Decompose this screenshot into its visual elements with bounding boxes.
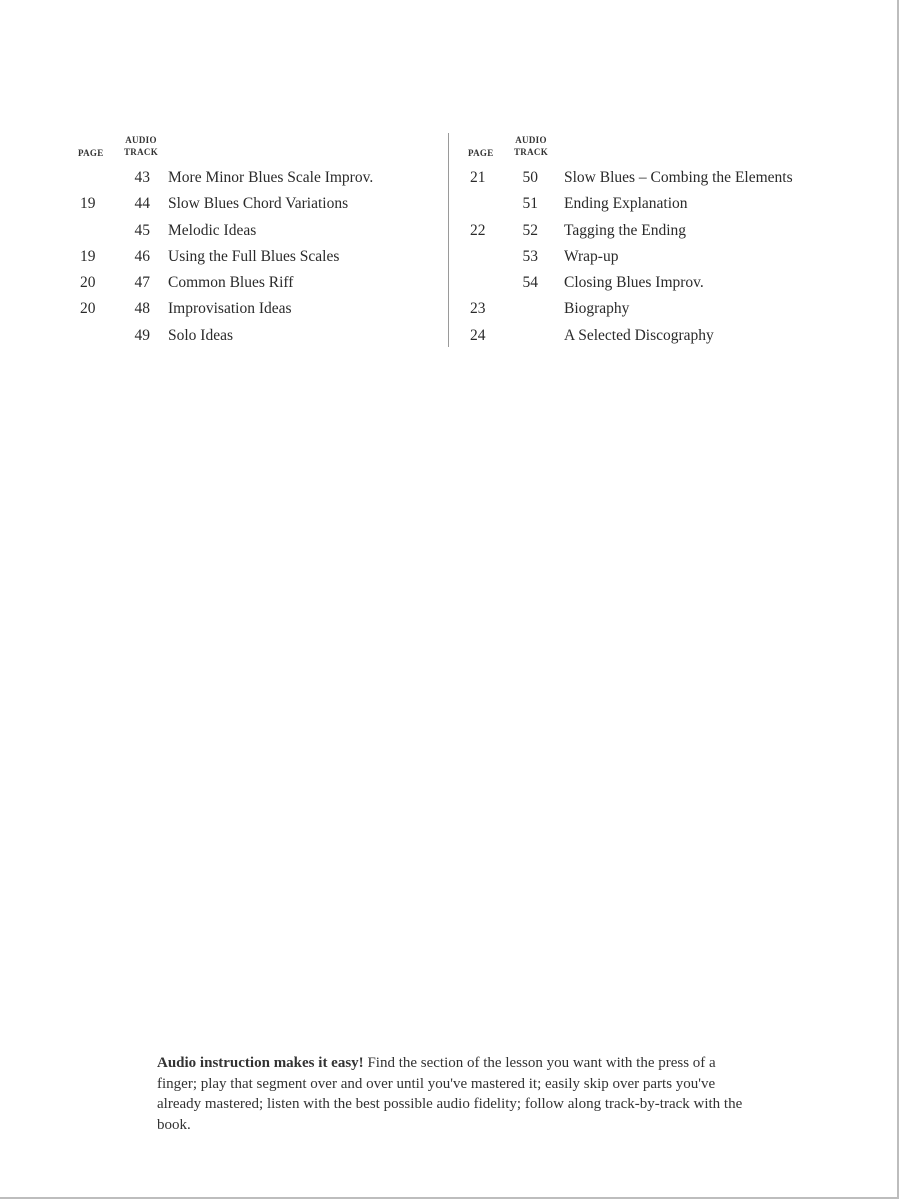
row-track: 47 [134, 274, 150, 292]
toc-row [78, 221, 438, 247]
audio-header-line2: TRACK [514, 147, 549, 157]
row-track: 48 [134, 300, 150, 318]
toc-left-header [78, 128, 438, 158]
row-page: 21 [470, 169, 486, 186]
row-track: 49 [134, 326, 150, 344]
toc-right-rows [468, 168, 848, 352]
audio-header-line1: AUDIO [125, 135, 157, 145]
note-lead: Audio instruction makes it easy! [157, 1055, 364, 1071]
toc-row [78, 326, 438, 352]
row-title: Tagging the Ending [564, 221, 687, 239]
row-page: 19 [80, 195, 96, 213]
toc-row [468, 221, 848, 247]
row-track: 44 [134, 195, 150, 213]
toc-row [78, 299, 438, 325]
toc-right-header [468, 128, 848, 158]
row-page: 19 [80, 247, 96, 265]
row-title: Melodic Ideas [168, 221, 257, 239]
row-title: Improvisation Ideas [168, 300, 292, 318]
row-track: 43 [134, 169, 150, 186]
row-track: 53 [522, 247, 538, 265]
row-track: 45 [134, 221, 150, 239]
row-title: Solo Ideas [168, 326, 234, 344]
row-page: 22 [470, 221, 486, 239]
row-track: 52 [522, 221, 538, 239]
toc-left-rows [78, 168, 438, 352]
toc-right-column [468, 128, 848, 352]
row-title: Common Blues Riff [168, 274, 294, 292]
row-title: Slow Blues – Combing the Elements [564, 169, 793, 186]
row-page: 23 [470, 300, 486, 318]
row-track: 50 [522, 169, 538, 186]
row-title: Slow Blues Chord Variations [168, 195, 349, 213]
row-page: 20 [80, 274, 96, 292]
toc-row [468, 299, 848, 325]
row-page: 24 [470, 326, 486, 344]
toc-row [78, 273, 438, 299]
toc-row [78, 247, 438, 273]
row-track: 51 [522, 195, 538, 213]
row-title: Wrap-up [564, 247, 619, 265]
note-body: Find the section of the lesson you want with the press of a finger; play that segment over and over until you've mastered it; easily skip over parts you've already mastered; listen with the best possible audio fidelity; follow along track-by-track with the book. [157, 1055, 743, 1133]
toc-row [468, 194, 848, 220]
toc-row [468, 247, 848, 273]
toc-row [468, 326, 848, 352]
row-title: Closing Blues Improv. [564, 274, 704, 292]
audio-instruction-note [157, 1053, 749, 1135]
row-page: 20 [80, 300, 96, 318]
toc-row [78, 194, 438, 220]
row-title: Using the Full Blues Scales [168, 247, 340, 265]
row-track: 46 [134, 247, 150, 265]
toc-row [468, 273, 848, 299]
audio-header-line2: TRACK [124, 147, 159, 157]
toc-row [78, 168, 438, 194]
audio-track-column-header [514, 134, 548, 158]
column-divider [448, 133, 449, 347]
row-title: A Selected Discography [564, 326, 714, 344]
audio-track-column-header [124, 134, 158, 158]
toc-left-column [78, 128, 438, 352]
page-column-header: PAGE [78, 148, 104, 158]
row-title: More Minor Blues Scale Improv. [168, 169, 374, 186]
row-title: Biography [564, 300, 630, 318]
row-title: Ending Explanation [564, 195, 688, 213]
toc-row [468, 168, 848, 194]
row-track: 54 [522, 274, 538, 292]
audio-header-line1: AUDIO [515, 135, 547, 145]
page-column-header: PAGE [468, 148, 494, 158]
